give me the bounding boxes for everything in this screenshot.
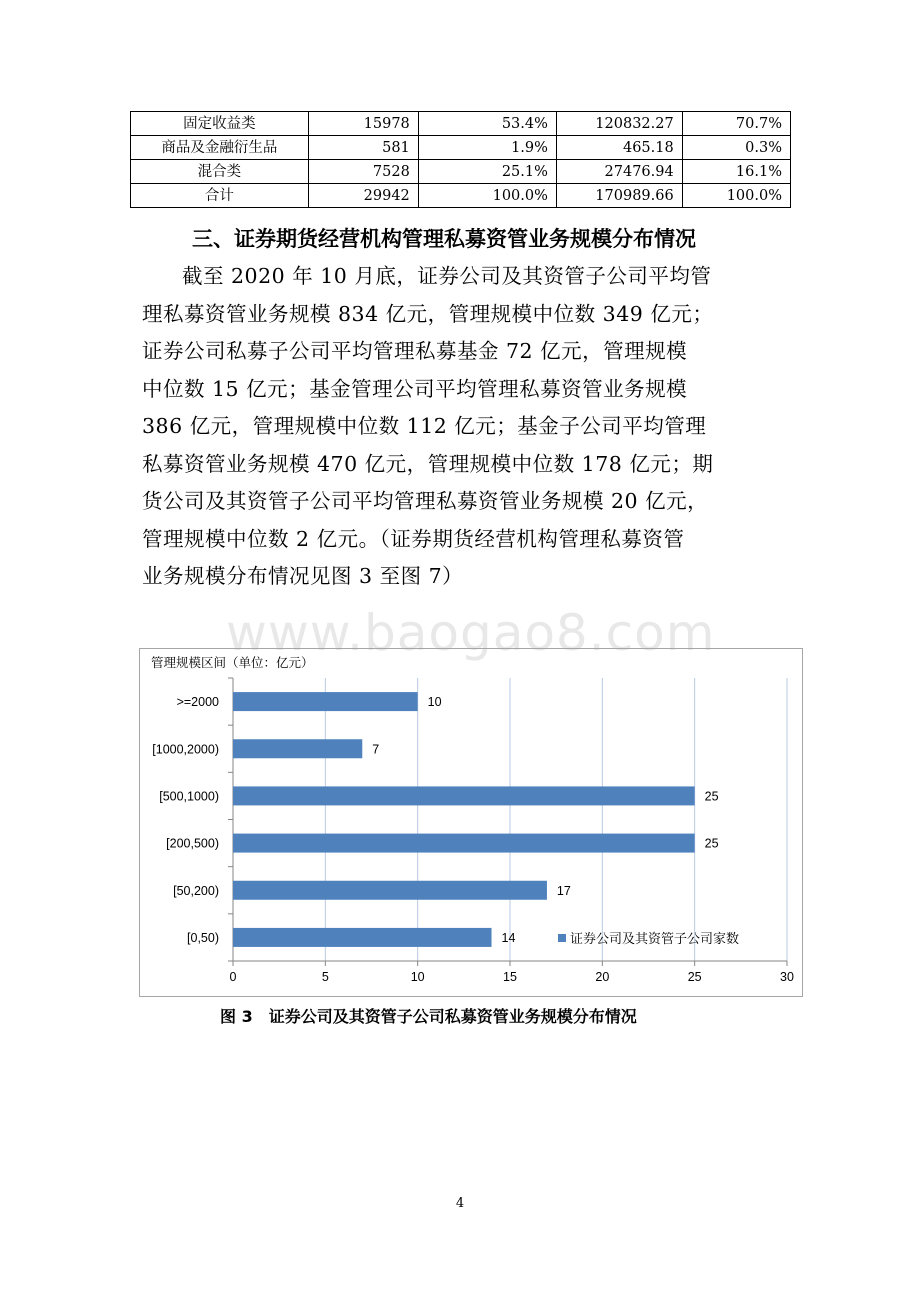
table-cell: 581 [308,136,418,160]
chart-axis-title: 管理规模区间（单位：亿元） [151,656,314,670]
y-tick-label: [200,500) [166,836,219,851]
data-label: 7 [372,742,380,757]
table-row [131,160,791,184]
x-tick-label: 0 [229,970,237,984]
paragraph-line: 386 亿元，管理规模中位数 112 亿元；基金子公司平均管理 [142,414,707,438]
legend-label: 证券公司及其资管子公司家数 [570,931,740,946]
x-tick-label: 10 [410,970,425,984]
table-cell: 16.1% [682,160,790,184]
caption-text: 证券公司及其资管子公司私募资管业务规模分布情况 [268,1007,637,1026]
paragraph-line: 管理规模中位数 2 亿元。（证券期货经营机构管理私募资管 [142,526,685,551]
x-tick-label: 30 [780,970,794,984]
table-cell: 100.0% [418,184,556,208]
x-tick-label: 25 [687,970,702,984]
paragraph-line: 中位数 15 亿元；基金管理公司平均管理私募资管业务规模 [142,376,688,401]
body-paragraph [142,258,782,596]
data-label: 17 [556,883,571,898]
data-label: 25 [704,789,719,804]
table-cell: 53.4% [418,112,556,136]
y-tick-label: [1000,2000) [152,742,219,757]
bar [233,881,547,900]
bar [233,834,695,853]
y-tick-label: [500,1000) [159,789,219,804]
row-label-cell: 混合类 [131,160,309,184]
x-tick-label: 5 [321,970,329,984]
bar [233,739,362,758]
paragraph-line: 私募资管业务规模 470 亿元，管理规模中位数 178 亿元；期 [142,451,714,476]
page-number: 4 [455,1196,465,1211]
bar [233,692,418,711]
watermark: www.baogao8.com [226,604,716,662]
data-table [130,111,791,208]
x-tick-label: 20 [595,970,610,984]
table-row [131,112,791,136]
table-cell: 1.9% [418,136,556,160]
data-label: 25 [704,836,719,851]
table-cell: 100.0% [682,184,790,208]
table-cell: 7528 [308,160,418,184]
table-cell: 29942 [308,184,418,208]
row-label-cell: 固定收益类 [131,112,309,136]
figure-caption [220,1004,637,1027]
table-cell: 27476.94 [556,160,682,184]
paragraph-line: 业务规模分布情况见图 3 至图 7） [142,564,464,588]
y-tick-label: >=2000 [176,695,219,710]
row-label-cell: 商品及金融衍生品 [131,136,309,160]
table-cell: 0.3% [682,136,790,160]
y-tick-label: [0,50) [187,930,219,945]
paragraph-line: 理私募资管业务规模 834 亿元，管理规模中位数 349 亿元； [142,301,714,326]
row-label-cell: 合计 [131,184,309,208]
table-cell: 120832.27 [556,112,682,136]
bar [233,928,492,947]
table-row [131,136,791,160]
paragraph-line: 截至 2020 年 10 月底，证券公司及其资管子公司平均管 [182,264,712,288]
caption-number: 图 3 [220,1007,253,1026]
section-heading: 三、证券期货经营机构管理私募资管业务规模分布情况 [192,227,696,251]
bar-chart [139,648,803,997]
data-label: 14 [501,930,516,945]
paragraph-line: 证券公司私募子公司平均管理私募基金 72 亿元，管理规模 [142,339,688,363]
table-cell: 25.1% [418,160,556,184]
legend-swatch [558,934,566,942]
table-cell: 465.18 [556,136,682,160]
table-cell: 15978 [308,112,418,136]
table-cell: 70.7% [682,112,790,136]
paragraph-line: 货公司及其资管子公司平均管理私募资管业务规模 20 亿元， [142,489,709,513]
x-tick-label: 15 [503,970,517,984]
data-label: 10 [427,695,442,710]
table-cell: 170989.66 [556,184,682,208]
y-tick-label: [50,200) [173,883,219,898]
table-row [131,184,791,208]
bar [233,786,695,805]
